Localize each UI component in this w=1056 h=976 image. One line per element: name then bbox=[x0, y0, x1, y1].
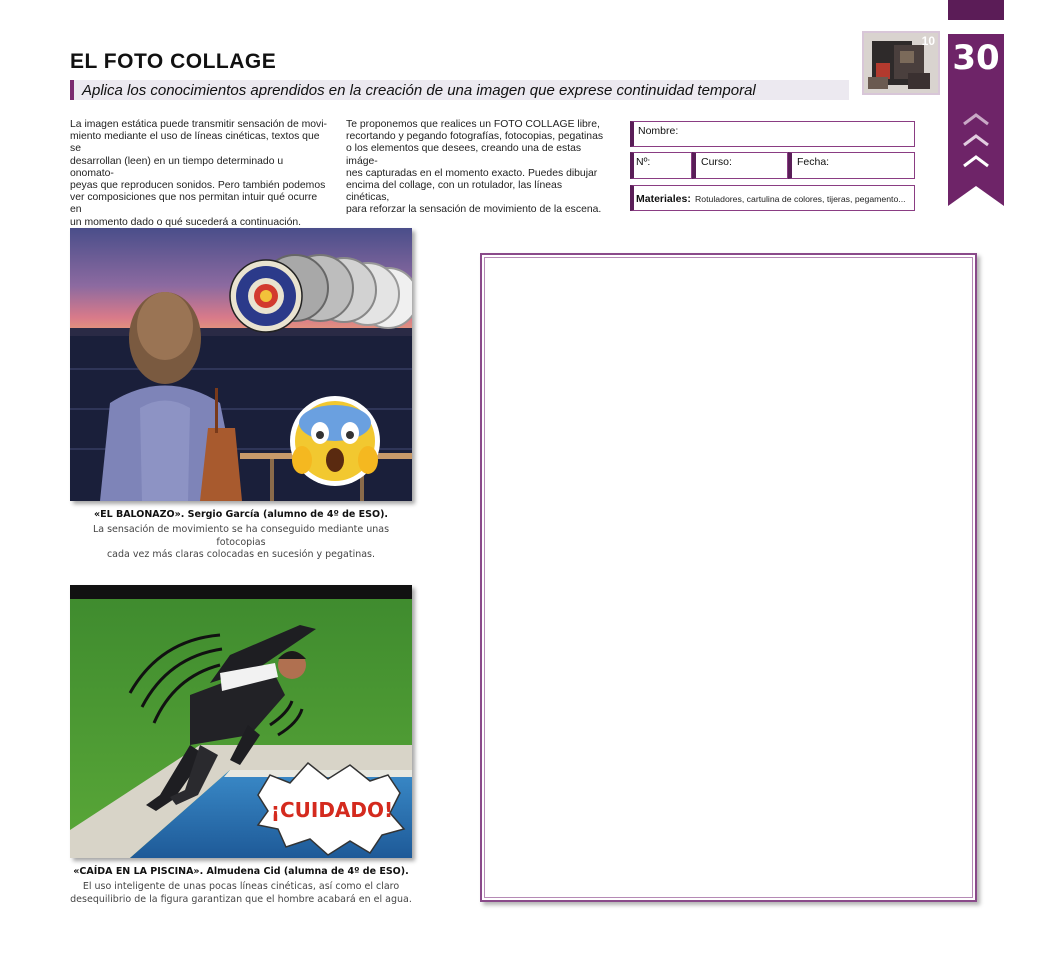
figure-1-caption bbox=[70, 524, 412, 562]
collage-photo-balonazo bbox=[70, 228, 412, 501]
materiales-field bbox=[630, 185, 915, 211]
chevron-up-icon bbox=[962, 154, 990, 168]
fecha-label: Fecha: bbox=[797, 156, 830, 168]
figure-2-title: «CAÍDA EN LA PISCINA». Almudena Cid (alumna de 4º de ESO). bbox=[73, 866, 409, 877]
intro-line: ver composiciones que nos permitan intuir qué ocurre en bbox=[70, 192, 318, 216]
curso-label: Curso: bbox=[701, 156, 732, 168]
curso-field[interactable] bbox=[692, 152, 788, 179]
chevron-up-icon bbox=[962, 112, 990, 126]
numero-field[interactable] bbox=[630, 152, 692, 179]
figure-1-title: «EL BALONAZO». Sergio García (alumno de 4º de ESO). bbox=[93, 509, 389, 520]
intro-line: La imagen estática puede transmitir sensación de movi- bbox=[70, 119, 328, 130]
intro-line: un momento dado o qué sucederá a continuación. bbox=[70, 216, 302, 228]
materiales-value: Rotuladores, cartulina de colores, tijeras, pegamento... bbox=[695, 194, 906, 204]
intro-line: recortando y pegando fotografías, fotocopias, pegatinas bbox=[346, 131, 604, 143]
intro-line: nes capturadas en el momento exacto. Puedes dibujar bbox=[346, 167, 598, 179]
page-subtitle: Aplica los conocimientos aprendidos en la creación de una imagen que exprese continuidad temporal bbox=[82, 82, 756, 99]
numero-label: Nº: bbox=[636, 156, 651, 168]
intro-line: o los elementos que desees, creando una de estas imáge- bbox=[346, 143, 582, 167]
collage-photo-caida-piscina bbox=[70, 585, 412, 858]
caption-line: El uso inteligente de unas pocas líneas cinéticas, así como el claro bbox=[82, 881, 400, 892]
intro-line: peyas que reproducen sonidos. Pero también podemos bbox=[70, 180, 326, 192]
nombre-label: Nombre: bbox=[638, 125, 679, 137]
chevron-up-icon bbox=[962, 133, 990, 147]
intro-line: Te proponemos que realices un FOTO COLLAGE libre, bbox=[346, 119, 600, 130]
nombre-field[interactable] bbox=[630, 121, 915, 147]
figure-2-caption bbox=[70, 881, 412, 906]
onomatopoeia-text: ¡CUIDADO! bbox=[270, 798, 394, 822]
book-cover-thumbnail bbox=[862, 31, 940, 95]
intro-paragraph-1 bbox=[70, 119, 328, 229]
cover-badge: 10 bbox=[921, 34, 935, 48]
intro-line: encima del collage, con un rotulador, las líneas cinéticas, bbox=[346, 180, 563, 204]
caption-line: cada vez más claras colocadas en sucesión y pegatinas. bbox=[106, 549, 376, 560]
intro-paragraph-2 bbox=[346, 119, 604, 217]
page-title: EL FOTO COLLAGE bbox=[70, 50, 277, 73]
fecha-field[interactable] bbox=[788, 152, 915, 179]
caption-line: La sensación de movimiento se ha conseguido mediante unas fotocopias bbox=[92, 524, 390, 548]
intro-line: desarrollan (leen) en un tiempo determinado u onomato- bbox=[70, 155, 284, 179]
materiales-label: Materiales: bbox=[636, 193, 691, 205]
page-ribbon bbox=[948, 0, 1004, 206]
caption-line: desequilibrio de la figura garantizan que el hombre acabará en el agua. bbox=[70, 893, 412, 905]
page-number: 30 bbox=[952, 38, 1000, 78]
intro-line: miento mediante el uso de líneas cinéticas, textos que se bbox=[70, 131, 320, 155]
collage-work-area-inner-border bbox=[484, 257, 973, 898]
intro-line: para reforzar la sensación de movimiento de la escena. bbox=[346, 204, 602, 216]
